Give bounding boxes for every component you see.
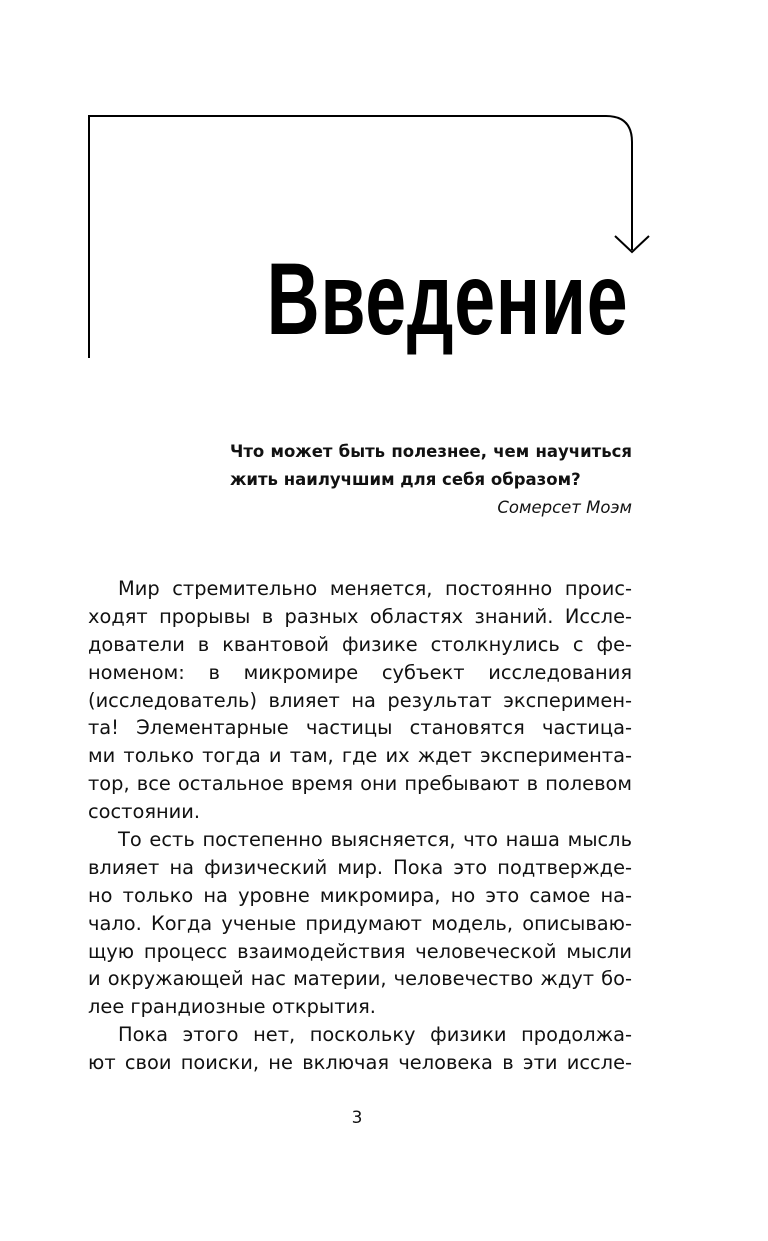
text-line: ют свои поиски, не включая человека в эти иссле- [88,1051,632,1075]
chapter-title: Введение [266,242,628,356]
text-line: состоянии. [88,800,201,824]
text-line: тор, все остальное время они пребывают в полевом [88,772,632,796]
text-line: щую процесс взаимодействия человеческой мысли [88,939,632,963]
page-number: 3 [351,1108,363,1128]
text-line: та! Элементарные частицы становятся частица- [88,716,632,740]
text-line: и окружающей нас материи, человечество ждут бо- [88,967,632,991]
text-line: номеном: в микромире субъект исследования [88,660,632,684]
epigraph [230,438,632,522]
text-line: ми только тогда и там, где их ждет эксперимента- [88,744,632,768]
text-line: (исследователь) влияет на результат эксперимен- [88,688,632,712]
text-line: дователи в квантовой физике столкнулись с фе- [88,632,632,656]
text-line: Пока этого нет, поскольку физики продолжа- [118,1023,632,1047]
epigraph-author: Сомерсет Моэм [497,498,632,517]
text-line: ходят прорывы в разных областях знаний. Иссле- [88,604,632,628]
text-line: но только на уровне микромира, но это самое на- [88,883,632,907]
text-line: То есть постепенно выясняется, что наша мысль [118,828,632,852]
text-line: Мир стремительно меняется, постоянно проис- [118,577,632,600]
body-text [88,575,632,1077]
text-line: влияет на физический мир. Пока это подтвержде- [88,855,632,879]
text-line: чало. Когда ученые придумают модель, описываю- [88,911,632,935]
text-line: лее грандиозные открытия. [88,995,376,1019]
epigraph-quote: Что может быть полезнее, чем научиться жить наилучшим для себя образом? [230,442,632,489]
